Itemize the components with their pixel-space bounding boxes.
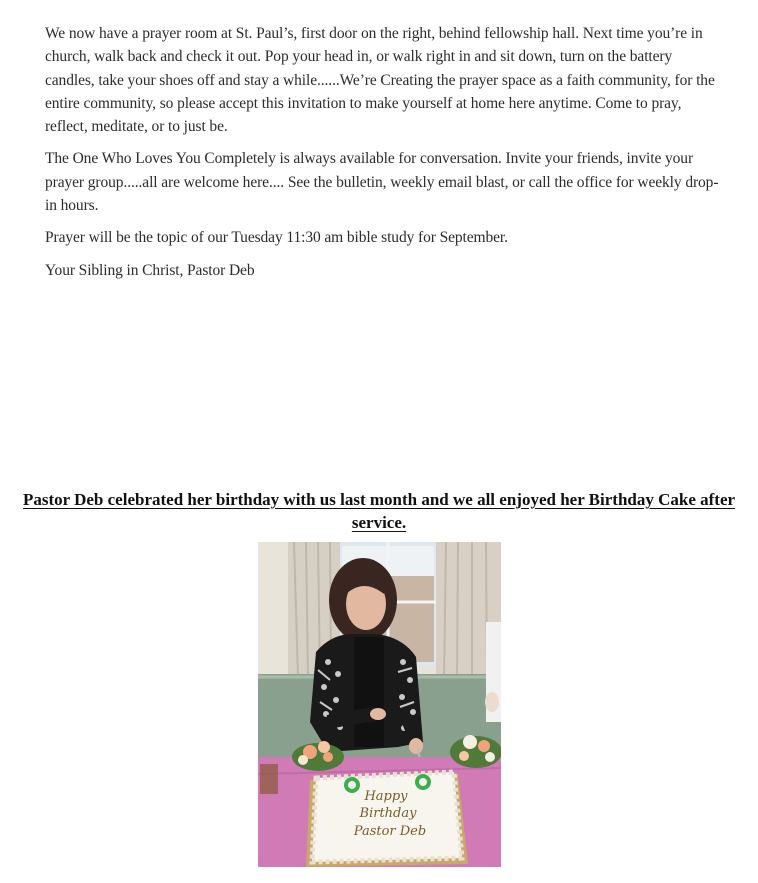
paragraph-invitation: The One Who Loves You Completely is always available for conversation. Invite your friends, invite your prayer group.....all are welcome here.... See the bulletin, weekly email blast, or call the office for weekly drop-in hours.: [45, 150, 719, 215]
cake-text-birthday: Birthday: [359, 806, 417, 821]
paragraph-bible-study: Prayer will be the topic of our Tuesday 11:30 am bible study for September.: [45, 229, 508, 247]
photo-caption: Pastor Deb celebrated her birthday with us last month and we all enjoyed her Birthday Cake after service.: [22, 490, 736, 532]
cake-text-happy: Happy: [364, 789, 408, 804]
cake-text-name: Pastor Deb: [353, 824, 427, 839]
paragraph-prayer-room: We now have a prayer room at St. Paul’s, first door on the right, behind fellowship hall. Next time you’re in church, walk back and check it out. Pop your head in, or walk right in and sit down, turn on the battery candles, take your shoes off and stay a while......We’re Creating the prayer space as a faith community, for the entire community, so please accept this invitation to make yourself at home here anytime. Come to pray, reflect, meditate, or to just be.: [45, 25, 715, 136]
birthday-photo: [258, 542, 501, 867]
article-body: [45, 22, 720, 291]
signature-line: Your Sibling in Christ, Pastor Deb: [45, 261, 255, 279]
